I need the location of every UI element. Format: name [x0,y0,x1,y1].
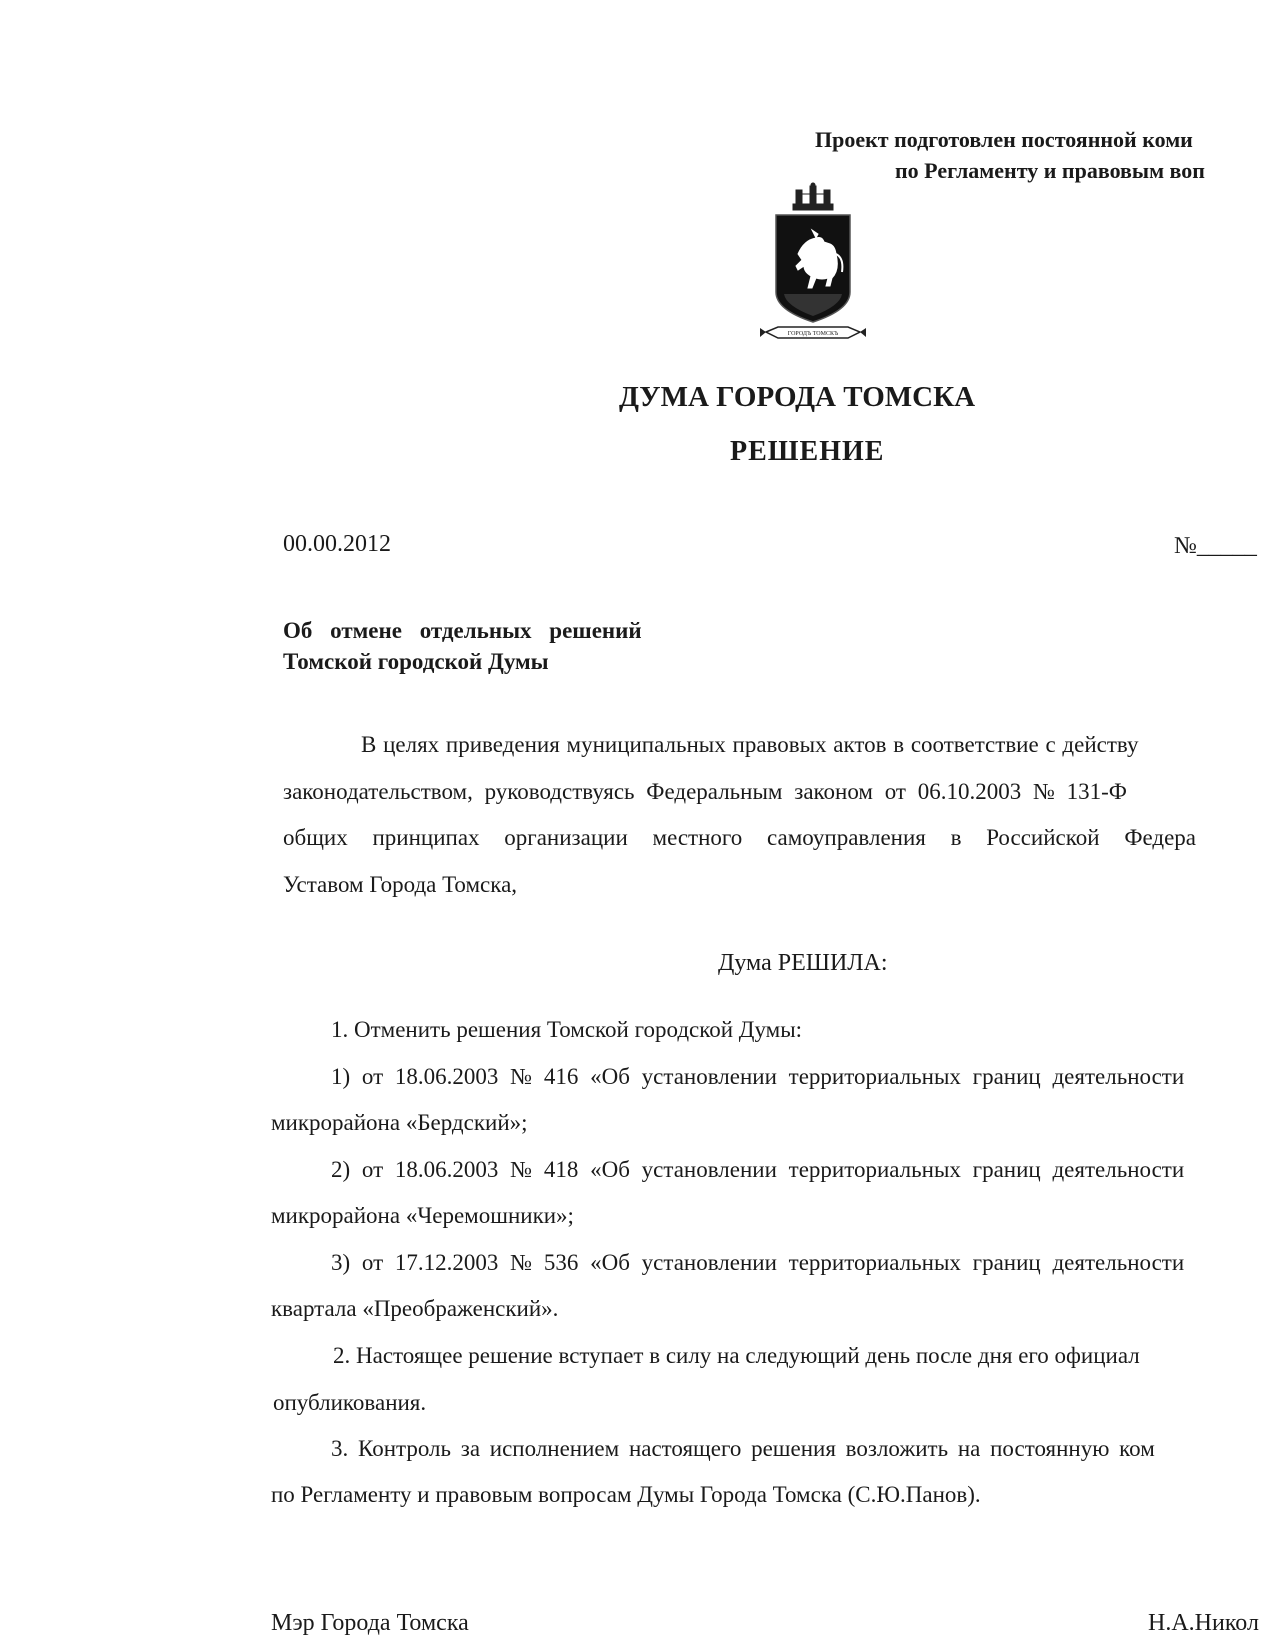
organization-title-text: ДУМА ГОРОДА ТОМСКА [619,381,976,413]
item-1-3-line-2: квартала «Преображенский». [271,1296,559,1321]
resolved-heading: Дума РЕШИЛА: [718,950,888,976]
item-2-line-1: 2. Настоящее решение вступает в силу на следующий день после дня его официал [333,1343,1140,1368]
decision-date: 00.00.2012 [283,531,391,557]
signatory-role: Мэр Города Томска [271,1610,469,1636]
item-1-3-line-1: 3) от 17.12.2003 № 536 «Об установлении территориальных границ деятельности [331,1250,1185,1275]
item-2-line-2: опубликования. [273,1390,427,1415]
subject-line-2: Томской городской Думы [283,649,549,674]
item-3-line-2: по Регламенту и правовым вопросам Думы Города Томска (С.Ю.Панов). [271,1482,981,1507]
prepared-by-line-1: Проект подготовлен постоянной коми [815,127,1193,152]
ribbon-text: ГОРОДЪ ТОМСКЪ [787,331,839,337]
item-1: 1. Отменить решения Томской городской Думы: [331,1017,803,1042]
item-1-2-line-1: 2) от 18.06.2003 № 418 «Об установлении территориальных границ деятельности [331,1157,1185,1182]
preamble-line-2: законодательством, руководствуясь Федеральным законом от 06.10.2003 № 131-Ф [283,779,1127,804]
item-1-1-line-1: 1) от 18.06.2003 № 416 «Об установлении территориальных границ деятельности [331,1064,1185,1089]
item-1-2-line-2: микрорайона «Черемошники»; [271,1203,574,1228]
signatory-name: Н.А.Никол [1148,1610,1259,1636]
document-type-title: РЕШЕНИЕ [730,436,885,467]
preamble-line-4: Уставом Города Томска, [283,872,518,897]
preamble-line-3: общих принципах организации местного самоуправления в Российской Федера [283,825,1197,850]
decision-number: №_____ [1174,533,1257,559]
item-1-1-line-2: микрорайона «Бердский»; [271,1110,528,1135]
prepared-by-line-2: по Регламенту и правовым воп [895,158,1205,183]
item-3-line-1: 3. Контроль за исполнением настоящего решения возложить на постоянную ком [331,1436,1155,1461]
tomsk-coat-of-arms-icon [758,182,868,352]
preamble-line-1: В целях приведения муниципальных правовых актов в соответствие с действу [361,732,1139,757]
subject-line-1: Об отмене отдельных решений [283,618,642,643]
